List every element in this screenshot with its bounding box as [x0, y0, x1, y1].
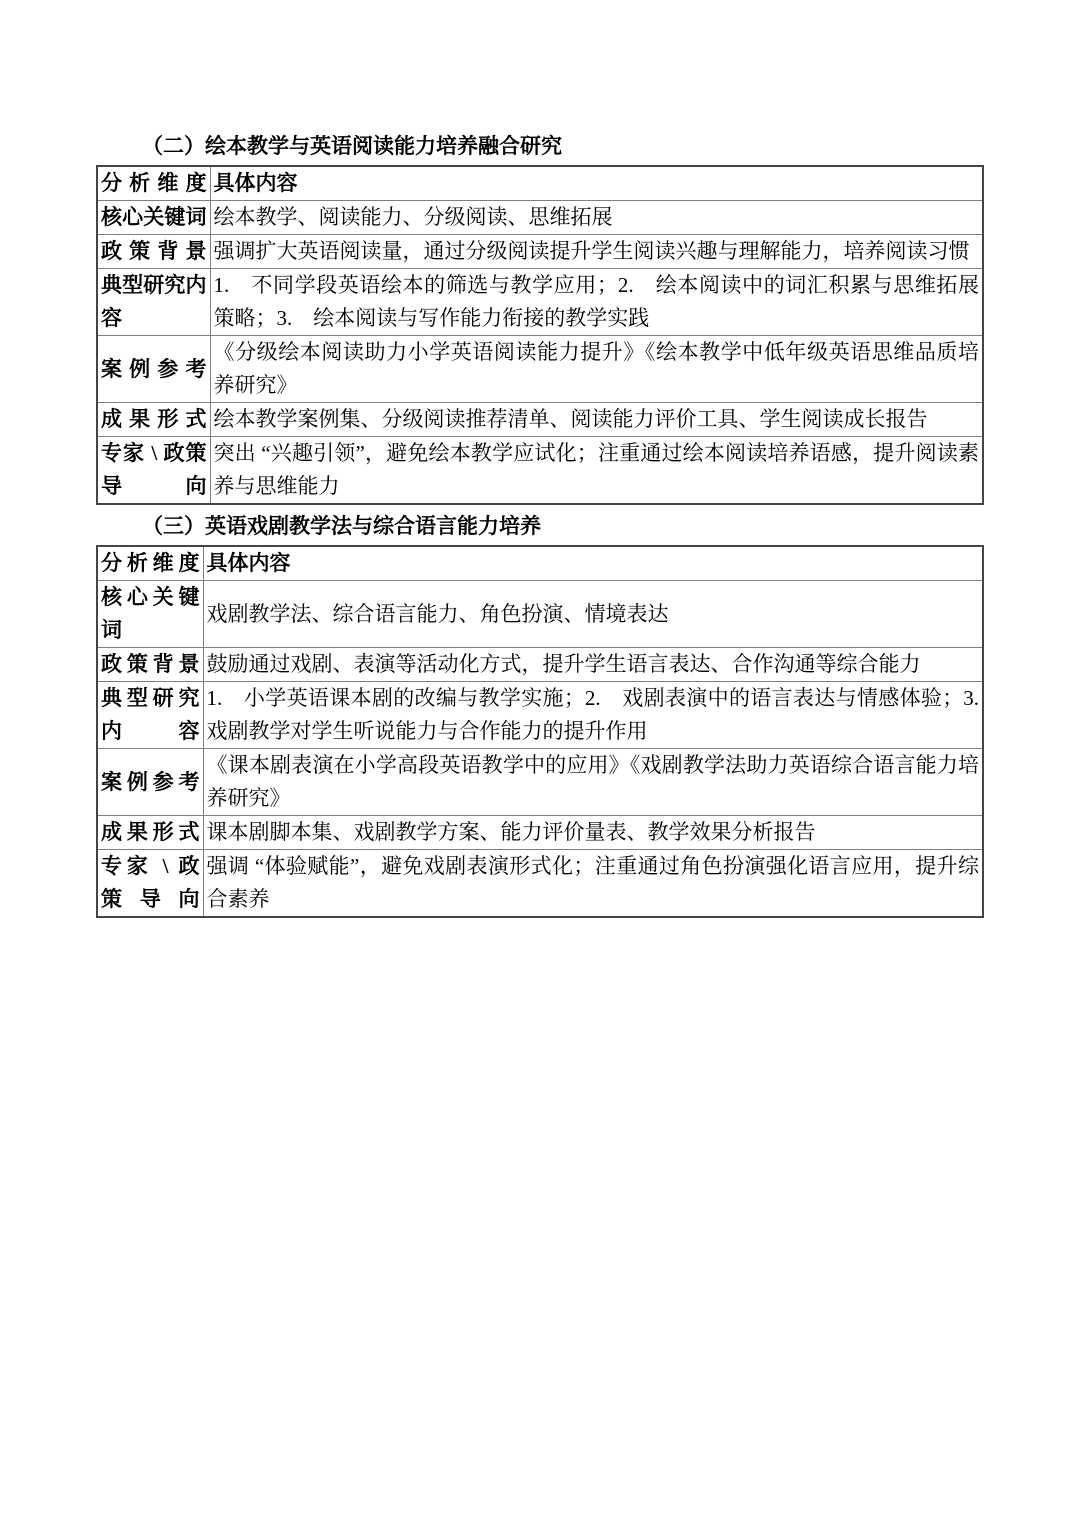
content-cell: 《课本剧表演在小学高段英语教学中的应用》《戏剧教学法助力英语综合语言能力培养研究》	[203, 749, 983, 816]
table-header-row	[97, 166, 983, 201]
row-policy-background	[97, 648, 983, 682]
row-expert-policy-orientation	[97, 437, 983, 505]
section-drama-teaching	[96, 513, 1000, 918]
analysis-table	[96, 165, 984, 505]
dimension-cell: 政策背景	[97, 648, 203, 682]
table-header-row	[97, 546, 983, 581]
content-cell: 戏剧教学法、综合语言能力、角色扮演、情境表达	[203, 581, 983, 648]
dimension-cell: 核心关键词	[97, 581, 203, 648]
content-cell: 强调扩大英语阅读量，通过分级阅读提升学生阅读兴趣与理解能力，培养阅读习惯	[210, 235, 983, 269]
dimension-cell: 专家 \ 政策导向	[97, 850, 203, 918]
row-typical-research	[97, 269, 983, 336]
row-case-reference	[97, 749, 983, 816]
dimension-cell: 政策背景	[97, 235, 210, 269]
row-case-reference	[97, 336, 983, 403]
row-outcome-format	[97, 816, 983, 850]
header-content-cell: 具体内容	[203, 546, 983, 581]
content-cell: 课本剧脚本集、戏剧教学方案、能力评价量表、教学效果分析报告	[203, 816, 983, 850]
dimension-cell: 成果形式	[97, 816, 203, 850]
row-core-keywords	[97, 581, 983, 648]
analysis-table	[96, 545, 1000, 918]
content-cell: 绘本教学、阅读能力、分级阅读、思维拓展	[210, 201, 983, 235]
row-policy-background	[97, 235, 983, 269]
header-content-cell: 具体内容	[210, 166, 983, 201]
section-picture-book-reading	[96, 133, 984, 505]
header-dimension-cell: 分析维度	[97, 166, 210, 201]
content-cell: 突出 “兴趣引领”，避免绘本教学应试化；注重通过绘本阅读培养语感，提升阅读素养与思维能力	[210, 437, 983, 505]
content-cell: 1. 不同学段英语绘本的筛选与教学应用；2. 绘本阅读中的词汇积累与思维拓展策略；3. 绘本阅读与写作能力衔接的教学实践	[210, 269, 983, 336]
row-typical-research	[97, 682, 983, 749]
row-outcome-format	[97, 403, 983, 437]
content-cell: 《分级绘本阅读助力小学英语阅读能力提升》《绘本教学中低年级英语思维品质培养研究》	[210, 336, 983, 403]
dimension-cell: 案例参考	[97, 336, 210, 403]
dimension-cell: 专家 \ 政策导向	[97, 437, 210, 505]
header-dimension-cell: 分析维度	[97, 546, 203, 581]
section-heading: （二）绘本教学与英语阅读能力培养融合研究	[142, 134, 562, 158]
dimension-cell: 核心关键词	[97, 201, 210, 235]
dimension-cell: 典型研究内容	[97, 682, 203, 749]
content-cell: 1. 小学英语课本剧的改编与教学实施；2. 戏剧表演中的语言表达与情感体验；3. 戏剧教学对学生听说能力与合作能力的提升作用	[203, 682, 983, 749]
content-cell: 强调 “体验赋能”，避免戏剧表演形式化；注重通过角色扮演强化语言应用，提升综合素养	[203, 850, 983, 918]
dimension-cell: 成果形式	[97, 403, 210, 437]
content-cell: 绘本教学案例集、分级阅读推荐清单、阅读能力评价工具、学生阅读成长报告	[210, 403, 983, 437]
dimension-cell: 案例参考	[97, 749, 203, 816]
row-core-keywords	[97, 201, 983, 235]
row-expert-policy-orientation	[97, 850, 983, 918]
content-cell: 鼓励通过戏剧、表演等活动化方式，提升学生语言表达、合作沟通等综合能力	[203, 648, 983, 682]
section-heading: （三）英语戏剧教学法与综合语言能力培养	[142, 514, 541, 538]
dimension-cell: 典型研究内容	[97, 269, 210, 336]
